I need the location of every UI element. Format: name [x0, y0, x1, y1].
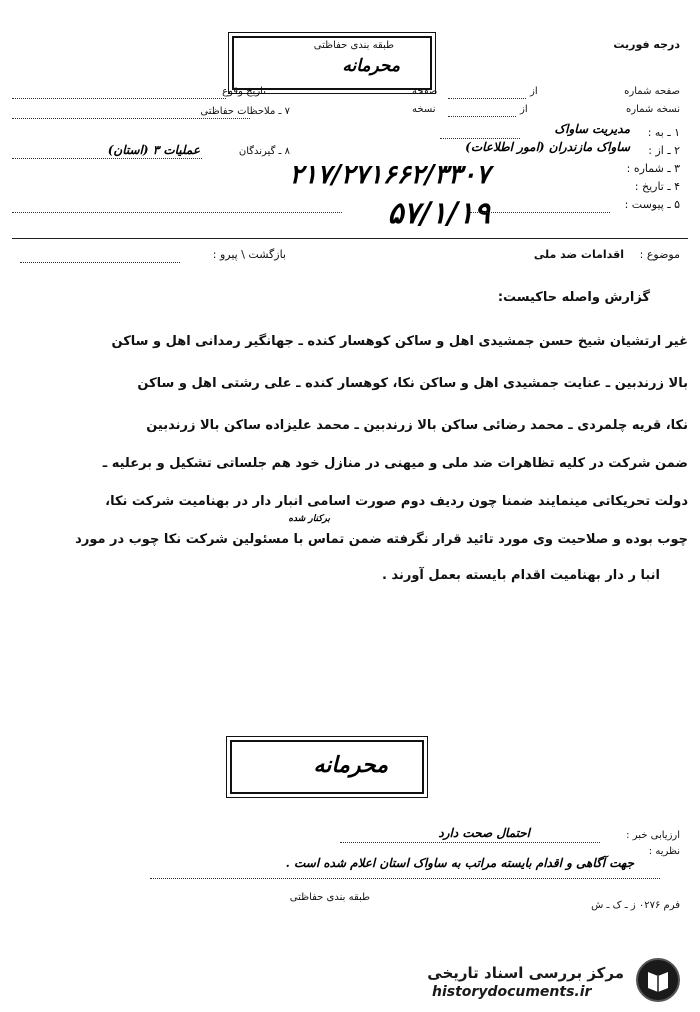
- to-dots: [440, 138, 520, 139]
- security-notes-label: ۷ ـ ملاحظات حفاظتی: [200, 106, 290, 117]
- report-annotation: برکنار شده: [288, 514, 330, 524]
- copy-number-label: نسخه شماره: [626, 104, 680, 115]
- report-line-2: بالا زرندبین ـ عنایت جمشیدی اهل و ساکن نکا، کوهسار کنده ـ علی رشتی اهل و ساکن: [137, 376, 688, 391]
- watermark-logo-icon: [636, 958, 680, 1002]
- page-from: از: [530, 86, 538, 97]
- from-label: ۲ ـ از :: [648, 144, 680, 157]
- attachment-label: ۵ ـ پیوست :: [624, 198, 680, 211]
- classification-stamp-bottom: [230, 740, 424, 794]
- opinion-label: نظریه :: [648, 846, 680, 857]
- header-separator: [12, 238, 688, 239]
- to-label: ۱ ـ به :: [647, 126, 680, 139]
- date-value: ۵۷/۱/۱۹: [387, 196, 490, 231]
- stamp-top-value: محرمانه: [342, 56, 400, 76]
- recipients-label: ۸ ـ گیرندگان: [238, 146, 290, 157]
- report-intro: گزارش واصله حاکیست:: [497, 290, 650, 305]
- report-line-4: ضمن شرکت در کلیه تظاهرات ضد ملی و میهنی در منازل خود هم جلساتی تشکیل و برعلیه ـ: [102, 456, 688, 471]
- subject-value: اقدامات ضد ملی: [533, 248, 624, 261]
- evaluation-dots: [340, 842, 600, 843]
- from-value: ساواک مازندران (امور اطلاعات): [465, 140, 630, 154]
- form-number: فرم ۰۲۷۶ ز ـ ک ـ ش: [591, 900, 680, 911]
- number-label: ۳ ـ شماره :: [626, 162, 680, 175]
- page-dots: [448, 98, 526, 99]
- report-line-5: دولت تحریکاتی مینمایند ضمنا چون ردیف دوم صورت اسامی انبار دار در بهنامیت شرکت نکا،: [105, 494, 688, 509]
- urgency-label: درجه فوریت: [613, 38, 680, 51]
- footer-classification: طبقه بندی حفاظتی: [289, 892, 370, 903]
- report-line-1: غیر ارتشیان شیخ حسن جمشیدی اهل و ساکن کوهسار کنده ـ جهانگیر رمدانی اهل و ساکن: [111, 334, 688, 349]
- return-dots: [20, 262, 180, 263]
- watermark-url: historydocuments.ir: [432, 984, 592, 1000]
- recipients-value: عملیات ۳ (استان): [107, 143, 200, 157]
- subject-label: موضوع :: [639, 248, 680, 261]
- to-value: مدیریت ساواک: [554, 122, 630, 136]
- recipients-dots: [12, 158, 202, 159]
- event-date-label: تاریخ وقوع: [222, 86, 266, 97]
- opinion-dots: [150, 878, 660, 879]
- page-number-label: صفحه شماره: [624, 86, 680, 97]
- evaluation-value: احتمال صحت دارد: [438, 826, 530, 840]
- book-icon: [638, 960, 678, 1000]
- watermark-title: مرکز بررسی اسناد تاریخی: [427, 964, 624, 982]
- report-line-7: انبا ر دار بهنامیت اقدام بایسته بعمل آورند .: [381, 568, 660, 583]
- opinion-value: جهت آگاهی و اقدام بایسته مراتب به ساواک استان اعلام شده است .: [285, 856, 634, 870]
- date-dots: [12, 212, 342, 213]
- stamp-top-caption: طبقه بندی حفاظتی: [313, 40, 394, 51]
- report-line-6: چوب بوده و صلاحیت وی مورد تائید قرار نگرفته ضمن تماس با مسئولین شرکت نکا چوب در مورد: [75, 532, 688, 547]
- copy-dots: [448, 116, 516, 117]
- page-page: صفحه: [412, 86, 438, 97]
- attachment-dots: [470, 212, 610, 213]
- bottom-stamp-value: محرمانه: [313, 752, 388, 778]
- copy-copy: نسخه: [412, 104, 436, 115]
- number-value: ۲۱۷/۲۷۱۶۶۲/۳۳۰۷: [289, 160, 490, 190]
- date-label: ۴ ـ تاریخ :: [634, 180, 680, 193]
- return-label: بازگشت \ پیرو :: [212, 248, 286, 261]
- copy-from: از: [520, 104, 528, 115]
- event-date-dots: [12, 98, 226, 99]
- report-line-3: نکا، قریه چلمردی ـ محمد رضائی ساکن بالا زرندبین ـ محمد علیزاده ساکن بالا زرندبین: [146, 418, 688, 433]
- evaluation-label: ارزیابی خبر :: [626, 830, 680, 841]
- classification-stamp-top: [232, 36, 432, 90]
- security-notes-dots: [12, 118, 250, 119]
